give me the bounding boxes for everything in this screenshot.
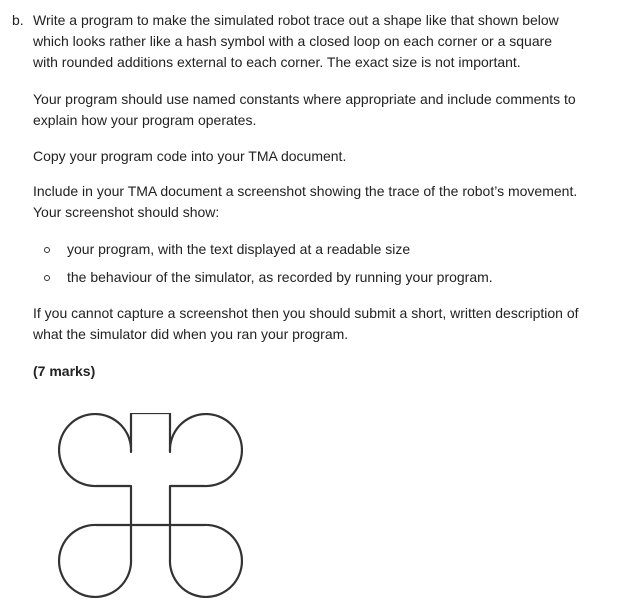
- named-constants-line: Your program should use named constants where appropriate and include comments to: [33, 91, 576, 107]
- hash-loop-shape: [59, 413, 242, 597]
- fallback-line: If you cannot capture a screenshot then you should submit a short, written description of: [33, 305, 579, 321]
- named-constants-paragraph: [33, 89, 593, 131]
- screenshot-line: Your screenshot should show:: [33, 204, 220, 220]
- intro-line: with rounded additions external to each corner. The exact size is not important.: [33, 54, 521, 70]
- intro-line: Write a program to make the simulated robot trace out a shape like that shown below: [33, 12, 559, 28]
- screenshot-paragraph: [33, 181, 593, 223]
- bullet-icon: [44, 275, 50, 281]
- intro-paragraph: [33, 10, 593, 73]
- intro-line: which looks rather like a hash symbol with a closed loop on each corner or a square: [33, 33, 553, 49]
- named-constants-line: explain how your program operates.: [33, 112, 257, 128]
- copy-code-paragraph: [33, 146, 593, 167]
- screenshot-line: Include in your TMA document a screenshot showing the trace of the robot’s movement.: [33, 183, 578, 199]
- question-label: b.: [12, 12, 24, 28]
- command-key-icon: [58, 413, 243, 598]
- fallback-line: what the simulator did when you ran your program.: [33, 326, 349, 342]
- bullet-text: your program, with the text displayed at a readable size: [67, 241, 411, 257]
- bullet-text: the behaviour of the simulator, as recorded by running your program.: [67, 269, 493, 285]
- bullet-icon: [44, 247, 50, 253]
- copy-code-line: Copy your program code into your TMA document.: [33, 148, 347, 164]
- marks-label: (7 marks): [33, 363, 96, 379]
- fallback-paragraph: [33, 303, 593, 345]
